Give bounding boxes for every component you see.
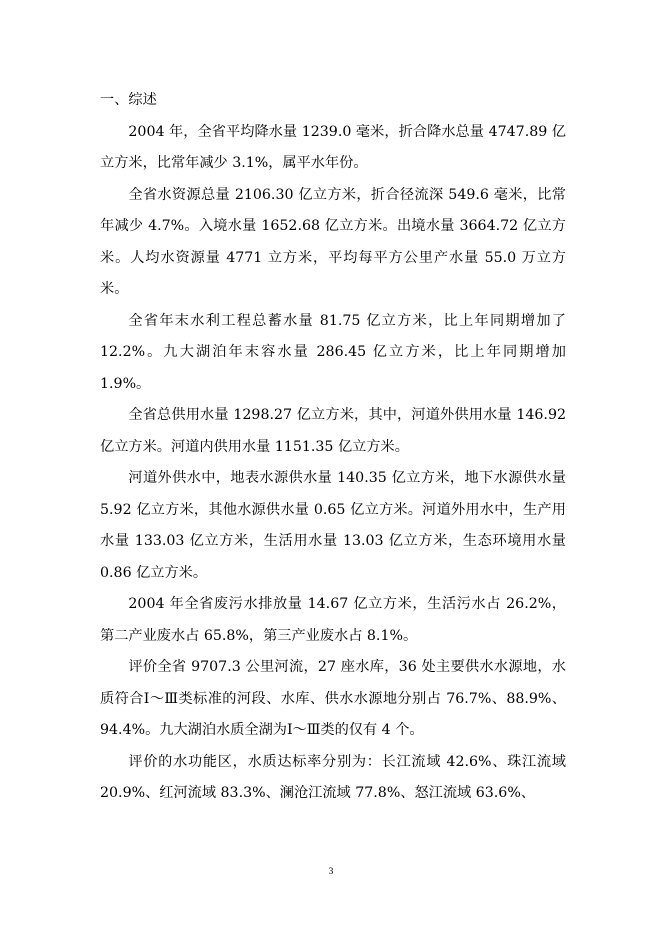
page-number: 3 [328,867,334,877]
paragraph-water-quality: 评价全省 9707.3 公里河流，27 座水库，36 处主要供水水源地，水质符合Ⅰ～Ⅲ类标准的河段、水库、供水水源地分别占 76.7%、88.9%、94.4%。九大湖泊水质全湖为Ⅰ～Ⅲ类的仅有 4 个。 [100,659,566,738]
paragraph-wastewater: 2004 年全省废污水排放量 14.67 亿立方米，生活污水占 26.2%，第二产业废水占 65.8%，第三产业废水占 8.1%。 [100,596,566,644]
paragraph-supply-sources: 河道外供水中，地表水源供水量 140.35 亿立方米，地下水源供水量 5.92 亿立方米，其他水源供水量 0.65 亿立方米。河道外用水中，生产用水量 133.03 亿立方米，生活用水量 13.03 亿立方米，生态环境用水量 0.86 亿立方米。 [100,470,566,581]
paragraph-total-supply: 全省总供用水量 1298.27 亿立方米，其中，河道外供用水量 146.92 亿立方米。河道内供用水量 1151.35 亿立方米。 [100,407,566,455]
section-heading: 一、综述 [100,92,157,108]
paragraph-water-resources: 全省水资源总量 2106.30 亿立方米，折合径流深 549.6 毫米，比常年减少 4.7%。入境水量 1652.68 亿立方米。出境水量 3664.72 亿立方米。人均水资源量 4771 立方米，平均每平方公里产水量 55.0 万立方米。 [100,186,566,297]
paragraph-functional-zones: 评价的水功能区，水质达标率分别为：长江流域 42.6%、珠江流域 20.9%、红河流域 83.3%、澜沧江流域 77.8%、怒江流域 63.6%、 [100,753,566,801]
paragraph-storage: 全省年末水利工程总蓄水量 81.75 亿立方米，比上年同期增加了 12.2%。九大湖泊年末容水量 286.45 亿立方米，比上年同期增加 1.9%。 [100,312,566,392]
paragraph-precipitation: 2004 年，全省平均降水量 1239.0 毫米，折合降水总量 4747.89 亿立方米，比常年减少 3.1%，属平水年份。 [100,123,566,171]
page-content [100,85,566,810]
